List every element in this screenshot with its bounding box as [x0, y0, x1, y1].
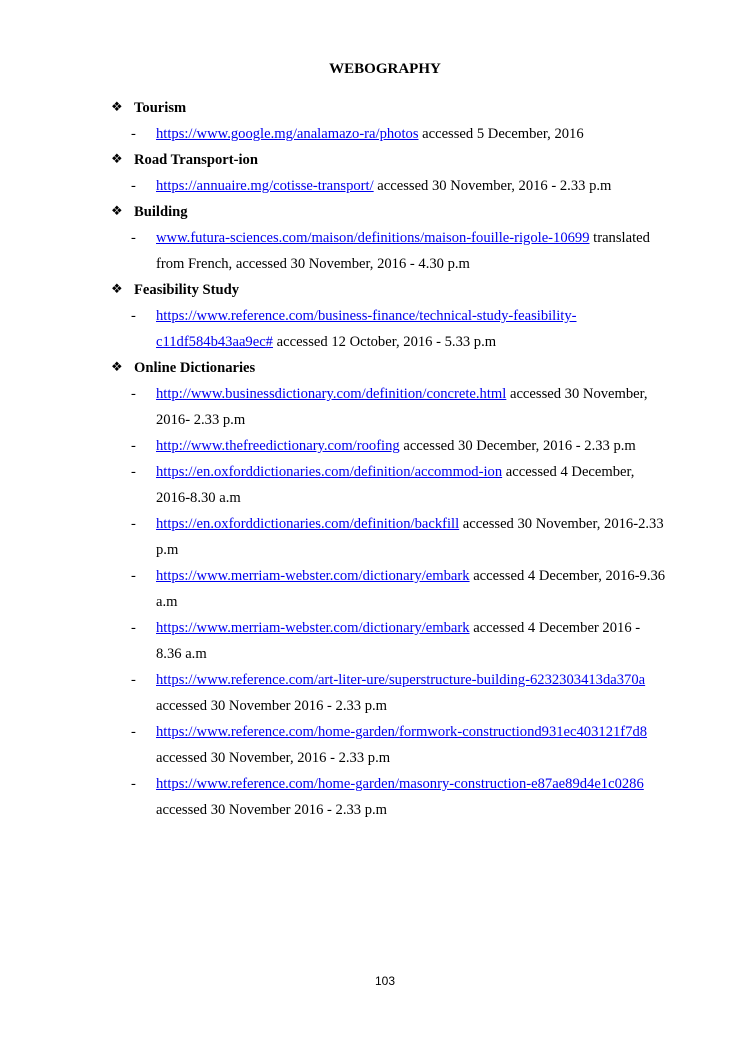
reference-link[interactable]: https://en.oxforddictionaries.com/definition/accommod-ion — [156, 464, 503, 480]
list-item — [109, 771, 699, 823]
list-item — [109, 719, 699, 771]
dash-marker: - — [131, 230, 136, 246]
access-note: accessed 12 October, 2016 - 5.33 p.m — [272, 334, 497, 350]
reference-link[interactable]: https://www.reference.com/art-liter-ure/superstructure-building-6232303413da370a — [156, 672, 646, 688]
reference-link[interactable]: https://annuaire.mg/cotisse-transport/ — [156, 178, 374, 194]
list-item — [109, 225, 699, 277]
reference-link[interactable]: http://www.thefreedictionary.com/roofing — [156, 438, 400, 454]
list-item — [109, 121, 699, 147]
section-heading — [109, 147, 699, 173]
diamond-bullet-icon: ❖ — [111, 282, 123, 297]
access-note: accessed 30 November, 2016-2.33 — [459, 516, 664, 532]
reference-link[interactable]: https://en.oxforddictionaries.com/definition/backfill — [156, 516, 460, 532]
section-heading — [109, 199, 699, 225]
list-item — [109, 303, 699, 355]
list-item — [109, 511, 699, 563]
dash-marker: - — [131, 464, 136, 480]
diamond-bullet-icon: ❖ — [111, 152, 123, 167]
dash-marker: - — [131, 178, 136, 194]
reference-link[interactable]: https://www.reference.com/home-garden/masonry-construction-e87ae89d4e1c0286 — [156, 776, 644, 792]
section-heading-text: Building — [134, 204, 188, 220]
section-heading — [109, 277, 699, 303]
access-note-continued: p.m — [156, 542, 179, 558]
list-item — [109, 563, 699, 615]
section-heading-text: Online Dictionaries — [134, 360, 256, 376]
list-item — [109, 433, 699, 459]
diamond-bullet-icon: ❖ — [111, 204, 123, 219]
webography-list — [109, 95, 699, 823]
access-note: accessed 4 December 2016 - — [469, 620, 641, 636]
reference-link[interactable]: https://www.google.mg/analamazo-ra/photos — [156, 126, 419, 142]
reference-link[interactable]: www.futura-sciences.com/maison/definitions/maison-fouille-rigole-10699 — [156, 230, 590, 246]
dash-marker: - — [131, 126, 136, 142]
dash-marker: - — [131, 516, 136, 532]
reference-link[interactable]: https://www.merriam-webster.com/dictionary/embark — [156, 568, 470, 584]
dash-marker: - — [131, 386, 136, 402]
diamond-bullet-icon: ❖ — [111, 360, 123, 375]
section-heading-text: Road Transport-ion — [134, 152, 258, 168]
access-note: accessed 30 December, 2016 - 2.33 p.m — [399, 438, 636, 454]
access-note-continued: a.m — [156, 594, 178, 610]
reference-link-continued[interactable]: c11df584b43aa9ec# — [156, 334, 273, 350]
dash-marker: - — [131, 438, 136, 454]
page-title: WEBOGRAPHY — [329, 61, 441, 77]
diamond-bullet-icon: ❖ — [111, 100, 123, 115]
access-note-continued: 8.36 a.m — [156, 646, 207, 662]
dash-marker: - — [131, 672, 136, 688]
list-item — [109, 459, 699, 511]
access-note-continued: from French, accessed 30 November, 2016 - 4.30 p.m — [156, 256, 470, 272]
list-item — [109, 381, 699, 433]
list-item — [109, 615, 699, 667]
access-note-continued: accessed 30 November 2016 - 2.33 p.m — [156, 698, 388, 714]
reference-link[interactable]: https://www.reference.com/home-garden/formwork-constructiond931ec403121f7d8 — [156, 724, 648, 740]
access-note: translated — [589, 230, 650, 246]
section-heading-text: Feasibility Study — [134, 282, 240, 298]
section-heading — [109, 95, 699, 121]
list-item — [109, 667, 699, 719]
access-note-continued: 2016- 2.33 p.m — [156, 412, 246, 428]
section-heading — [109, 355, 699, 381]
page-number: 103 — [374, 974, 396, 988]
dash-marker: - — [131, 776, 136, 792]
list-item — [109, 173, 699, 199]
dash-marker: - — [131, 620, 136, 636]
reference-link[interactable]: https://www.merriam-webster.com/dictionary/embark — [156, 620, 470, 636]
dash-marker: - — [131, 724, 136, 740]
access-note: accessed 30 November, 2016 - 2.33 p.m — [373, 178, 612, 194]
reference-link[interactable]: http://www.businessdictionary.com/definition/concrete.html — [156, 386, 507, 402]
dash-marker: - — [131, 308, 136, 324]
access-note-continued: accessed 30 November, 2016 - 2.33 p.m — [156, 750, 391, 766]
reference-link[interactable]: https://www.reference.com/business-finance/technical-study-feasibility- — [156, 308, 577, 324]
access-note: accessed 4 December, 2016-9.36 — [469, 568, 666, 584]
dash-marker: - — [131, 568, 136, 584]
access-note: accessed 4 December, — [502, 464, 635, 480]
section-heading-text: Tourism — [134, 100, 187, 116]
access-note-continued: accessed 30 November 2016 - 2.33 p.m — [156, 802, 388, 818]
access-note-continued: 2016-8.30 a.m — [156, 490, 241, 506]
access-note: accessed 30 November, — [506, 386, 648, 402]
access-note: accessed 5 December, 2016 — [418, 126, 584, 142]
